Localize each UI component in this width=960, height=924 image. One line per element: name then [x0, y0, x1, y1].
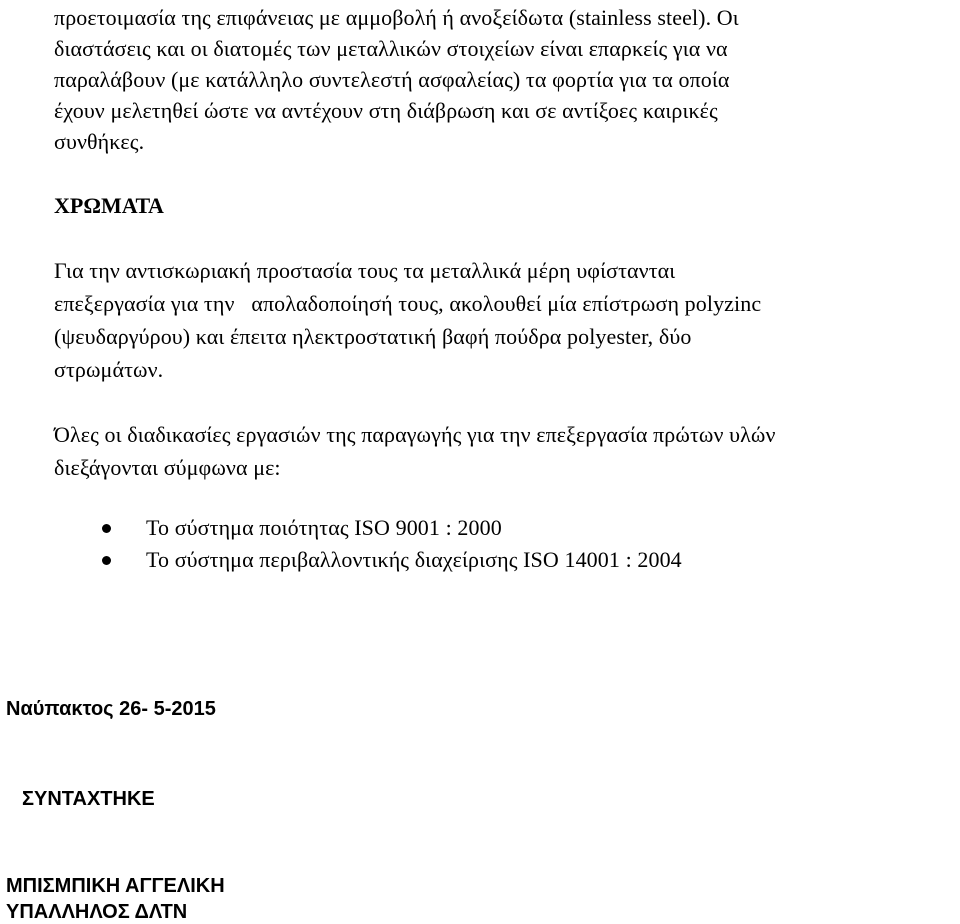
signatory-title: ΥΠΑΛΛΗΛΟΣ ΔΛΤΝ: [6, 901, 188, 923]
section-heading-colors: ΧΡΩΜΑΤΑ: [54, 193, 164, 218]
compiled-label: ΣΥΝΤΑΧΤΗΚΕ: [22, 788, 155, 810]
paragraph-line: διαστάσεις και οι διατομές των μεταλλικών στοιχείων είναι επαρκείς για να: [54, 36, 728, 61]
paragraph-line: συνθήκες.: [54, 129, 145, 154]
signatory-name: ΜΠΙΣΜΠΙΚΗ ΑΓΓΕΛΙΚΗ: [6, 875, 225, 897]
paragraph-line: προετοιμασία της επιφάνειας με αμμοβολή ή ανοξείδωτα (stainless steel). Οι: [54, 5, 739, 30]
paragraph-line: (ψευδαργύρου) και έπειτα ηλεκτροστατική βαφή πούδρα polyester, δύο: [54, 324, 692, 349]
list-item-text: Το σύστημα περιβαλλοντικής διαχείρισης ISO 14001 : 2004: [146, 547, 682, 572]
paragraph-line: Όλες οι διαδικασίες εργασιών της παραγωγής για την επεξεργασία πρώτων υλών: [54, 422, 776, 447]
body-paragraph-materials: [54, 2, 914, 157]
paragraph-line: διεξάγονται σύμφωνα με:: [54, 455, 281, 480]
paragraph-line: στρωμάτων.: [54, 357, 164, 382]
paragraph-line: επεξεργασία για την απολαδοποίησή τους, ακολουθεί μία επίστρωση polyzinc: [54, 291, 762, 316]
list-item-text: Το σύστημα ποιότητας ISO 9001 : 2000: [146, 515, 502, 540]
paragraph-line: Για την αντισκωριακή προστασία τους τα μεταλλικά μέρη υφίστανται: [54, 258, 676, 283]
bullet-icon: [102, 524, 111, 533]
place-date: Ναύπακτος 26- 5-2015: [6, 698, 216, 720]
paragraph-line: έχουν μελετηθεί ώστε να αντέχουν στη διάβρωση και σε αντίξοες καιρικές: [54, 98, 718, 123]
body-paragraph-coating: [54, 254, 914, 386]
bullet-icon: [102, 556, 111, 565]
paragraph-line: παραλάβουν (με κατάλληλο συντελεστή ασφαλείας) τα φορτία για τα οποία: [54, 67, 730, 92]
body-paragraph-standards: [54, 418, 954, 484]
